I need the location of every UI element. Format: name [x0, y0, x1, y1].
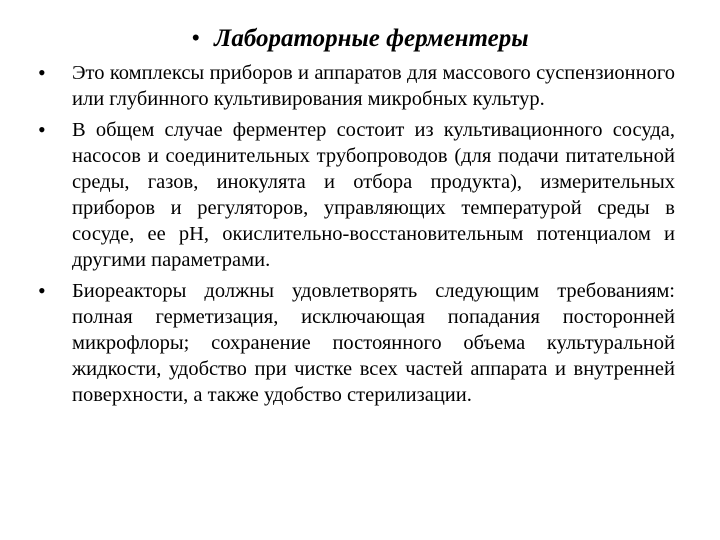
bullet-text: В общем случае ферментер состоит из культивационного сосуда, насосов и соединительных трубопроводов (для подачи питательной среды, газов, инокулята и отбора продукта), измерительных приборов и регуляторов, управляющих температурой среды в сосуде, ее рН, окислительно-восстановительным потенциалом и другими параметрами.	[72, 119, 675, 271]
bullet-list	[38, 60, 675, 413]
bullet-icon: •	[38, 117, 46, 142]
bullet-icon: •	[38, 60, 46, 85]
bullet-item	[38, 60, 675, 112]
slide-title: Лабораторные ферментеры	[214, 25, 529, 52]
title-bullet-icon: •	[191, 25, 201, 52]
bullet-text: Биореакторы должны удовлетворять следующим требованиям: полная герметизация, исключающая попадания посторонней микрофлоры; сохранение постоянного объема культуральной жидкости, удобство при чистке всех частей аппарата и внутренней поверхности, а также удобство стерилизации.	[72, 280, 675, 406]
bullet-item	[38, 117, 675, 273]
bullet-item	[38, 278, 675, 408]
slide-title-row	[0, 22, 720, 56]
bullet-icon: •	[38, 278, 46, 303]
bullet-text: Это комплексы приборов и аппаратов для массового суспензионного или глубинного культивирования микробных культур.	[72, 62, 675, 110]
